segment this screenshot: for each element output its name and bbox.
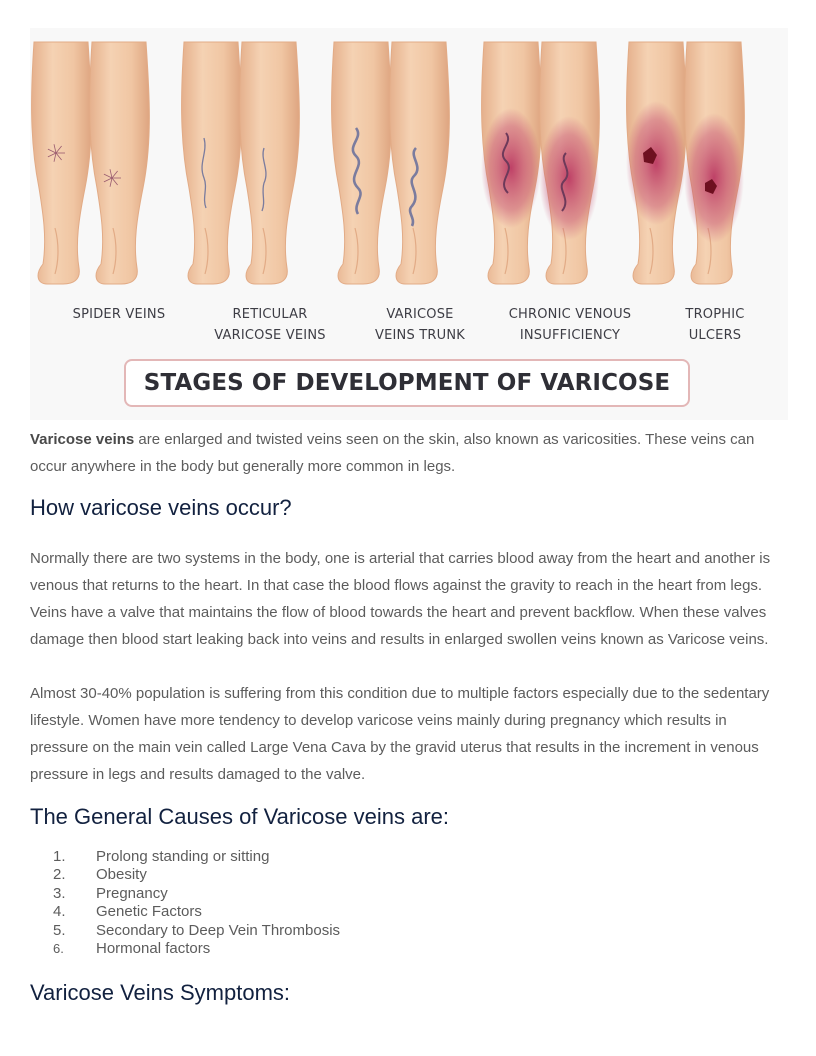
list-item: 1. Prolong standing or sitting [53,848,270,865]
list-item: 5. Secondary to Deep Vein Thrombosis [53,921,341,939]
list-item: 6. Hormonal factors [53,940,211,958]
legs-reticular-veins [182,42,300,284]
causes-list [30,848,340,958]
paragraph-venous-systems: Normally there are two systems in the body, one is arterial that carries blood away from the heart and another is venous that returns to the heart. In that case the blood flows against the gravity to reach in the heart from legs. Veins have a valve that maintains the flow of blood towards the heart and prevent backflow. When these valves damage then blood start leaking back into veins and results in enlarged swollen veins known as Varicose veins. [30,550,771,648]
section-heading-causes: The General Causes of Varicose veins are: [30,804,450,829]
legs-chronic-insufficiency [481,42,599,284]
list-item: 2. Obesity [53,866,147,884]
intro-term: Varicose veins [30,431,135,448]
section-heading-symptoms: Varicose Veins Symptoms: [30,980,291,1005]
list-item: 3. Pregnancy [53,884,168,902]
intro-paragraph [30,426,786,480]
list-item: 4. Genetic Factors [53,903,202,921]
intro-text: are enlarged and twisted veins seen on the skin, also known as varicosities. These veins can occur anywhere in the body but generally more common in legs. [30,431,755,475]
stage-label-spider-veins: SPIDER VEINS [72,307,166,322]
stage-label-chronic-venous-insufficiency: CHRONIC VENOUS INSUFFICIENCY [508,307,632,343]
banner-title: STAGES OF DEVELOPMENT OF VARICOSE [143,370,671,396]
section-heading-how-occur: How varicose veins occur? [30,495,292,520]
stage-label-varicose-trunk: VARICOSE VEINS TRUNK [375,307,465,343]
legs-varicose-trunk [332,42,450,284]
paragraph-prevalence: Almost 30-40% population is suffering from this condition due to multiple factors especially due to the sedentary lifestyle. Women have more tendency to develop varicose veins mainly during pregnancy which results in pressure on the main vein called Large Vena Cava by the gravid uterus that results in the increment in venous pressure in legs and results damaged to the valve. [30,685,770,783]
stage-label-trophic-ulcers: TROPHIC ULCERS [685,307,745,343]
varicose-stages-infographic [30,28,788,420]
legs-spider-veins [32,42,150,284]
stages-banner [124,359,690,407]
legs-trophic-ulcers [626,42,744,284]
stage-label-reticular-veins: RETICULAR VARICOSE VEINS [214,307,326,343]
